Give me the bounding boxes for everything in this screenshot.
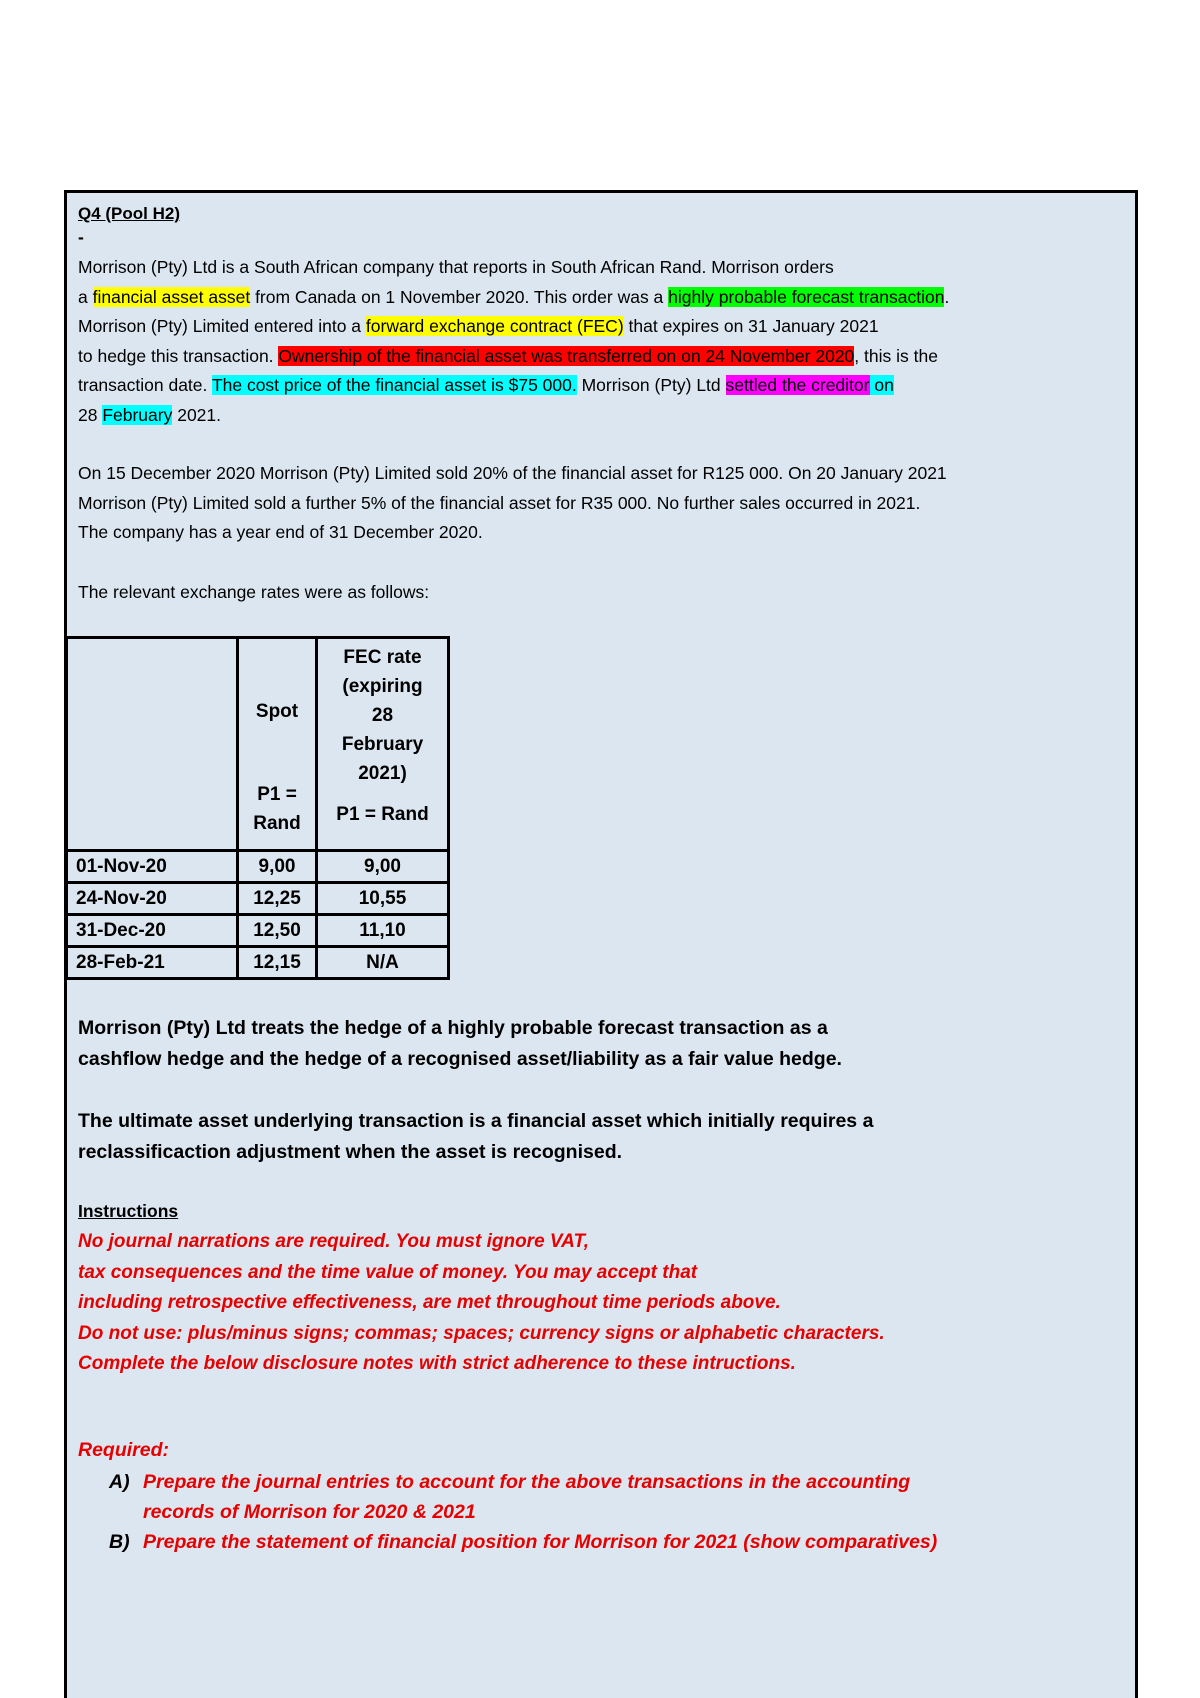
sales-line-1: On 15 December 2020 Morrison (Pty) Limited sold 20% of the financial asset for R125 000. On 20 January 2021: [78, 463, 947, 483]
text-fragment: that expires on 31 January 2021: [623, 316, 879, 336]
sales-line-3: The company has a year end of 31 December 2020.: [78, 522, 483, 542]
required-list: [109, 1467, 937, 1557]
header-fec-line-4: February: [341, 734, 424, 755]
hedge-treatment-paragraph: [78, 1013, 842, 1075]
highlight-forecast-transaction: highly probable forecast transaction: [668, 286, 945, 307]
header-fec-line-2: (expiring: [342, 676, 423, 697]
instruction-line: including retrospective effectiveness, are met throughout time periods above.: [78, 1292, 781, 1313]
text-fragment: to hedge this transaction.: [78, 345, 279, 366]
row-date: 31-Dec-20: [67, 915, 238, 947]
scenario-line-6: [78, 401, 949, 431]
highlight-fec: forward exchange contract (FEC): [365, 316, 624, 336]
header-fec-line-5: 2021): [358, 763, 407, 784]
text-fragment: a: [78, 286, 93, 307]
header-fec-line-3: 28: [371, 705, 394, 726]
header-spot-unit-2: Rand: [253, 813, 301, 834]
instructions-list: [78, 1227, 885, 1380]
sales-paragraph: [78, 459, 947, 548]
text-fragment: from Canada on 1 November 2020. This order was a: [250, 286, 669, 307]
instruction-line: tax consequences and the time value of money. You may accept that: [78, 1261, 698, 1283]
instructions-heading: Instructions: [78, 1201, 179, 1221]
instruction-line: No journal narrations are required. You must ignore VAT,: [78, 1231, 589, 1252]
scenario-line-4: [78, 342, 949, 372]
question-panel: [64, 190, 1138, 1698]
question-dash: -: [78, 227, 84, 247]
question-title: Q4 (Pool H2): [78, 204, 181, 223]
table-row: [67, 947, 449, 979]
instruction-line: Do not use: plus/minus signs; commas; spaces; currency signs or alphabetic characters.: [78, 1322, 885, 1344]
asset-line-1: The ultimate asset underlying transaction is a financial asset which initially requires a: [78, 1110, 874, 1132]
text-fragment: Morrison (Pty) Ltd: [576, 375, 726, 395]
row-spot: 9,00: [238, 851, 317, 883]
required-a-line-1: Prepare the journal entries to account for the above transactions in the accounting: [143, 1471, 911, 1493]
header-spot-unit-1: P1 =: [257, 784, 297, 805]
row-spot: 12,15: [238, 947, 317, 979]
header-fec-unit: P1 = Rand: [336, 804, 429, 825]
asset-paragraph: [78, 1106, 873, 1168]
row-spot: 12,25: [238, 883, 317, 915]
table-row: [67, 851, 449, 883]
row-fec: 11,10: [317, 915, 449, 947]
table-row: [67, 915, 449, 947]
highlight-financial-asset: financial asset asset: [92, 286, 251, 307]
row-date: 28-Feb-21: [67, 947, 238, 979]
row-date: 01-Nov-20: [67, 851, 238, 883]
highlight-settled-creditor: settled the creditor: [725, 375, 870, 395]
row-fec: 9,00: [317, 851, 449, 883]
header-fec-cell: [317, 638, 449, 851]
text-fragment: Morrison (Pty) Limited entered into a: [78, 316, 366, 336]
required-item-a: [109, 1467, 937, 1527]
scenario-line-5: [78, 371, 949, 401]
asset-line-2: reclassificaction adjustment when the asset is recognised.: [78, 1141, 623, 1163]
row-spot: 12,50: [238, 915, 317, 947]
text-fragment: 28: [78, 404, 103, 425]
row-date: 24-Nov-20: [67, 883, 238, 915]
header-blank-cell: [67, 638, 238, 851]
required-b-line-1: Prepare the statement of financial position for Morrison for 2021 (show comparatives): [143, 1531, 938, 1553]
instruction-line: Complete the below disclosure notes with strict adherence to these intructions.: [78, 1353, 796, 1374]
highlight-ownership: Ownership of the financial asset was transferred on on 24 November 2020: [278, 345, 855, 366]
header-fec-line-1: FEC rate: [343, 647, 422, 668]
text-fragment: .: [944, 286, 950, 307]
highlight-on: on: [869, 375, 894, 395]
required-item-b: [109, 1527, 937, 1557]
text-fragment: transaction date.: [78, 375, 212, 395]
row-fec: 10,55: [317, 883, 449, 915]
sales-line-2: Morrison (Pty) Limited sold a further 5% of the financial asset for R35 000. No further sales occurred in 2021.: [78, 492, 921, 513]
hedge-line-2: cashflow hedge and the hedge of a recognised asset/liability as a fair value hedge.: [78, 1048, 842, 1070]
scenario-line-3: [78, 312, 949, 342]
required-text-a: [143, 1467, 910, 1527]
row-fec: N/A: [317, 947, 449, 979]
scenario-paragraph: [78, 253, 949, 430]
scenario-line-2: [78, 283, 949, 313]
required-heading: Required:: [78, 1439, 170, 1461]
hedge-line-1: Morrison (Pty) Ltd treats the hedge of a highly probable forecast transaction as a: [78, 1017, 828, 1039]
required-letter-a: A): [109, 1471, 130, 1493]
highlight-cost-price: The cost price of the financial asset is $75 000.: [211, 375, 577, 395]
required-a-line-2: records of Morrison for 2020 & 2021: [143, 1501, 476, 1523]
required-letter-b: B): [109, 1531, 130, 1553]
rates-intro: The relevant exchange rates were as follows:: [78, 582, 430, 602]
highlight-february: February: [102, 404, 173, 425]
header-spot: Spot: [255, 701, 299, 722]
exchange-rates-table: [65, 636, 450, 980]
header-spot-cell: [238, 638, 317, 851]
table-row: [67, 883, 449, 915]
text-fragment: 2021.: [172, 404, 222, 425]
table-header-row: [67, 638, 449, 851]
text-fragment: , this is the: [854, 345, 938, 366]
scenario-line-1: Morrison (Pty) Ltd is a South African company that reports in South African Rand. Morrison orders: [78, 257, 834, 277]
